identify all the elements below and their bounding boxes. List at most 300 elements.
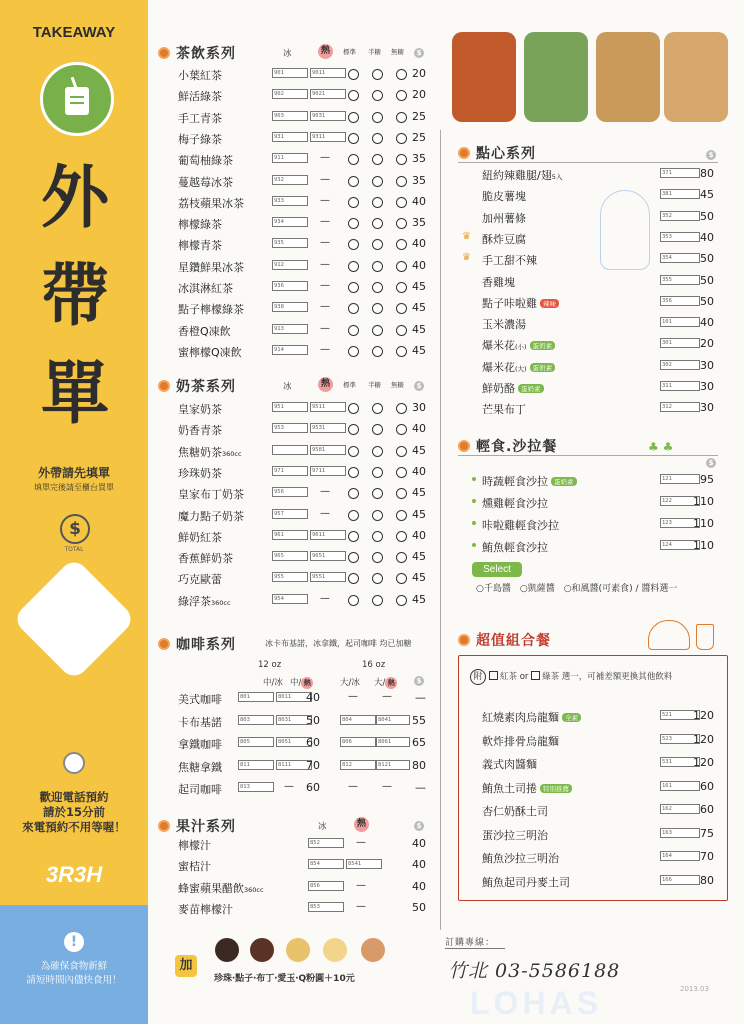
ice-code-box[interactable]: 913	[272, 324, 308, 334]
order-code-box[interactable]: 166	[660, 875, 700, 885]
large-ice-code-box[interactable]: 812	[340, 760, 376, 770]
section-bullet-icon	[458, 440, 470, 452]
pearl-topping-icon	[215, 938, 239, 962]
ice-code-box[interactable]: 932	[272, 175, 308, 185]
ice-code-box[interactable]: 954	[272, 594, 308, 604]
item-name-text: 軟炸排骨烏龍麵	[482, 734, 559, 748]
sandwich-photo	[596, 32, 660, 122]
menu-item-row	[458, 800, 720, 819]
order-code-box[interactable]: 123	[660, 518, 700, 528]
sugar-level-option[interactable]	[372, 282, 383, 293]
item-name	[178, 508, 244, 524]
included-badge: 附	[470, 669, 486, 685]
menu-item-row	[458, 536, 720, 555]
banner-subtitle-small: 填單完後請至櫃台買單	[34, 483, 114, 492]
ice-code-box[interactable]: 903	[272, 111, 308, 121]
hot-badge: 熱	[301, 677, 313, 689]
item-name-text: 檸檬綠茶	[178, 218, 222, 232]
item-price: 35	[412, 173, 426, 187]
menu-item-row	[160, 149, 430, 168]
order-code-box[interactable]: 356	[660, 296, 700, 306]
item-name	[482, 473, 577, 489]
salad-title: 輕食.沙拉餐	[476, 439, 558, 455]
item-price: 40	[412, 194, 426, 208]
order-code-box[interactable]: 302	[660, 360, 700, 370]
sugar-level-option[interactable]	[372, 595, 383, 606]
green-bullet-icon	[472, 477, 476, 481]
item-name-text: 芒果布丁	[482, 403, 526, 417]
large-price: 55	[412, 713, 426, 727]
sugar-level-option[interactable]	[348, 531, 359, 542]
call-note-line: 請於15分前	[42, 805, 105, 819]
item-name	[482, 495, 548, 511]
green-bullet-icon	[472, 543, 476, 547]
ice-code-box[interactable]: 957	[272, 509, 308, 519]
hot-badge: 熱	[385, 677, 397, 689]
coffee-size-12oz: 12 oz	[258, 660, 282, 670]
menu-item-row	[458, 398, 720, 417]
large-ice-code-box[interactable]: 804	[340, 715, 376, 725]
item-name-text: 鮪魚沙拉三明治	[482, 852, 559, 865]
order-code-box[interactable]: 164	[660, 851, 700, 861]
menu-item-row	[458, 313, 720, 332]
item-name	[178, 880, 264, 896]
ice-code-box[interactable]: 854	[308, 859, 344, 869]
order-code-box[interactable]: 371	[660, 168, 700, 178]
sugar-level-option[interactable]	[372, 261, 383, 272]
hot-unavailable-dash: —	[356, 900, 366, 912]
item-price: 95	[700, 473, 714, 486]
hot-code-box[interactable]: 9531	[310, 423, 346, 433]
item-name-text: 蜜檸檬Q凍飲	[178, 345, 242, 359]
item-name-text: 珍珠奶茶	[178, 466, 222, 480]
col-ice: 冰	[283, 382, 292, 392]
menu-item-row	[160, 128, 430, 147]
milktea-section-header	[158, 376, 236, 396]
menu-item-row	[160, 256, 430, 275]
hot-code-box[interactable]: 9511	[310, 402, 346, 412]
item-tag-badge: 蛋奶素	[551, 477, 577, 486]
ice-code-box[interactable]: 971	[272, 466, 308, 476]
item-name	[482, 780, 572, 796]
hot-unavailable-dash: —	[356, 879, 366, 891]
menu-item-row	[458, 706, 720, 725]
ice-code-box[interactable]: 933	[272, 196, 308, 206]
sugar-level-option[interactable]	[348, 488, 359, 499]
hot-code-box[interactable]: 9011	[310, 68, 346, 78]
item-price: 20	[700, 337, 714, 351]
order-code-box[interactable]: 124	[660, 540, 700, 550]
item-name-text: 手工青茶	[178, 111, 222, 125]
item-name-text: 手工甜不辣	[482, 254, 537, 268]
hot-unavailable-dash: —	[320, 507, 330, 519]
price-coin-icon: $	[414, 48, 424, 58]
col-standard: 標準	[343, 381, 356, 389]
item-price: 40	[700, 316, 714, 330]
item-name	[178, 110, 222, 126]
item-price: 45	[412, 443, 426, 457]
menu-item-row	[160, 483, 430, 502]
col-medium-label: 中/	[290, 678, 302, 688]
burger-decoration-icon	[648, 620, 690, 650]
order-code-box[interactable]: 121	[660, 474, 700, 484]
sugar-level-option[interactable]	[372, 325, 383, 336]
ice-code-box[interactable]: 912	[272, 260, 308, 270]
sugar-level-option[interactable]	[348, 424, 359, 435]
item-name	[482, 827, 548, 843]
hot-code-box[interactable]: 9611	[310, 530, 346, 540]
sugar-level-option[interactable]	[372, 176, 383, 187]
medium-hot-code-box[interactable]: 8111	[276, 760, 312, 770]
order-code-box[interactable]: 381	[660, 189, 700, 199]
sugar-level-option[interactable]	[348, 154, 359, 165]
order-code-box[interactable]: 122	[660, 496, 700, 506]
menu-item-row	[160, 320, 430, 339]
menu-item-row	[458, 356, 720, 375]
large-ice-code-box[interactable]: 806	[340, 737, 376, 747]
large-hot-code-box[interactable]: 8041	[376, 715, 410, 725]
ice-code-box[interactable]: 931	[272, 132, 308, 142]
hot-code-box[interactable]: 9551	[310, 572, 346, 582]
item-price: 120	[693, 709, 714, 722]
menu-item-row	[160, 64, 430, 83]
order-code-box[interactable]: 531	[660, 757, 700, 767]
hot-badge: 熱	[318, 377, 333, 392]
sugar-level-option[interactable]	[348, 510, 359, 521]
item-name-text: 小葉紅茶	[178, 69, 222, 82]
item-name	[178, 195, 244, 211]
hot-code-box[interactable]: 9581	[310, 445, 346, 455]
sugar-level-option[interactable]	[348, 403, 359, 414]
sugar-level-option[interactable]	[348, 346, 359, 357]
item-name-text: 紐約辣雞腿/翅	[482, 169, 552, 182]
col-hot	[318, 44, 333, 59]
order-code-box[interactable]: 161	[660, 781, 700, 791]
medium-hot-code-box[interactable]: 8031	[276, 715, 312, 725]
sugar-level-option[interactable]	[372, 112, 383, 123]
sugar-level-option[interactable]	[348, 325, 359, 336]
sugar-level-option[interactable]	[372, 510, 383, 521]
ice-code-box[interactable]: 953	[272, 423, 308, 433]
green-tea-checkbox[interactable]	[531, 671, 540, 680]
item-name	[482, 401, 526, 417]
order-code-box[interactable]: 301	[660, 338, 700, 348]
section-rule	[458, 455, 718, 456]
item-name	[482, 874, 570, 890]
sugar-level-option[interactable]	[348, 282, 359, 293]
item-name-text: 蜂蜜蘋果醋飲	[178, 881, 244, 895]
item-name-text: 冰淇淋紅茶	[178, 282, 233, 295]
menu-item-row	[160, 688, 430, 707]
ice-code-box[interactable]: 961	[272, 530, 308, 540]
sugar-level-option[interactable]	[348, 176, 359, 187]
ice-code-box[interactable]: 965	[272, 551, 308, 561]
brand-watermark: LOHAS	[470, 985, 602, 1021]
item-name-text: 葡萄柚綠茶	[178, 154, 233, 168]
ice-code-box[interactable]: 951	[272, 402, 308, 412]
item-name	[482, 231, 526, 247]
sugar-level-option[interactable]	[372, 69, 383, 80]
banner-subtitle: 外帶請先填單	[37, 466, 110, 480]
item-name	[178, 858, 211, 874]
cup-decoration-icon	[696, 624, 714, 650]
col-half-sugar: 半糖	[368, 381, 381, 389]
sugar-level-option[interactable]	[372, 303, 383, 314]
ice-code-box[interactable]: 852	[308, 838, 344, 848]
order-code-box[interactable]: 353	[660, 232, 700, 242]
col-medium-ice: 中/冰	[263, 678, 283, 688]
item-name	[482, 709, 581, 725]
medium-hot-code-box[interactable]: 8011	[276, 692, 312, 702]
medium-price: 60	[306, 736, 320, 749]
menu-item-row	[458, 871, 720, 890]
black-tea-checkbox[interactable]	[489, 671, 498, 680]
order-hotline-label: 訂購專線：	[445, 938, 496, 948]
item-name	[482, 252, 537, 268]
item-price: 45	[412, 550, 426, 564]
order-code-box[interactable]: 312	[660, 402, 700, 412]
item-name	[482, 539, 548, 555]
item-price: 50	[700, 252, 714, 266]
item-size-note: (大)	[515, 364, 527, 373]
sugar-level-option[interactable]	[348, 197, 359, 208]
menu-item-row	[160, 711, 430, 730]
item-price: 45	[412, 301, 426, 315]
ice-code-box[interactable]: 936	[272, 281, 308, 291]
item-price: 35	[412, 152, 426, 166]
large-price: 65	[412, 736, 426, 749]
item-size-note: 360cc	[211, 598, 231, 607]
order-code-box[interactable]: 354	[660, 253, 700, 263]
medium-price: 60	[306, 781, 320, 794]
medium-ice-code-box[interactable]: 811	[238, 760, 274, 770]
item-price: 20	[412, 67, 426, 80]
col-hot	[318, 377, 333, 392]
medium-ice-code-box[interactable]: 801	[238, 692, 274, 702]
menu-item-row	[160, 298, 430, 317]
order-code-box[interactable]: 101	[660, 317, 700, 327]
order-code-box[interactable]: 311	[660, 381, 700, 391]
hot-code-box[interactable]: 9311	[310, 132, 346, 142]
medium-price: 70	[306, 758, 320, 772]
item-name-text: 蔓越莓冰茶	[178, 175, 233, 189]
item-name	[482, 517, 559, 533]
item-price: 75	[700, 826, 714, 840]
menu-item-row	[458, 514, 720, 533]
sugar-level-option[interactable]	[348, 133, 359, 144]
crown-icon: ♛	[462, 252, 471, 264]
menu-item-row	[160, 398, 430, 417]
sugar-level-option[interactable]	[372, 552, 383, 563]
item-name	[178, 401, 222, 417]
item-name-text: 鮪魚輕食沙拉	[482, 541, 548, 554]
combo-note-a: 紅茶 or	[500, 672, 529, 682]
ice-code-box[interactable]: 914	[272, 345, 308, 355]
item-name	[178, 216, 222, 232]
item-name	[178, 422, 222, 438]
hot-unavailable-dash: —	[320, 173, 330, 185]
sugar-level-option[interactable]	[348, 261, 359, 272]
title-char: 單	[40, 355, 109, 434]
sugar-level-option[interactable]	[372, 573, 383, 584]
ice-code-box[interactable]: 853	[308, 902, 344, 912]
item-name	[482, 733, 559, 749]
sugar-level-option[interactable]	[372, 531, 383, 542]
menu-item-row	[458, 377, 720, 396]
item-name	[482, 167, 562, 183]
salad-photo	[524, 32, 588, 122]
item-price: 25	[412, 130, 426, 144]
aiyu-topping-icon	[323, 938, 347, 962]
sugar-level-option[interactable]	[348, 112, 359, 123]
sugar-level-option[interactable]	[372, 133, 383, 144]
unavailable-dash: —	[348, 781, 358, 792]
hot-code-box[interactable]: 9021	[310, 89, 346, 99]
order-code-box[interactable]: 352	[660, 211, 700, 221]
sugar-level-option[interactable]	[372, 488, 383, 499]
ice-code-box[interactable]: 911	[272, 153, 308, 163]
item-price: 45	[412, 592, 426, 606]
order-code-box[interactable]: 521	[660, 710, 700, 720]
sugar-level-option[interactable]	[372, 346, 383, 357]
ice-code-box[interactable]: 856	[308, 881, 344, 891]
medium-hot-code-box[interactable]: 8051	[276, 737, 312, 747]
medium-ice-code-box[interactable]: 805	[238, 737, 274, 747]
hot-code-box[interactable]: 9651	[310, 551, 346, 561]
sugar-level-option[interactable]	[372, 90, 383, 101]
hot-code-box[interactable]: 9711	[310, 466, 346, 476]
medium-price: 40	[306, 691, 320, 704]
item-name	[482, 210, 526, 226]
menu-item-row	[458, 271, 720, 290]
banner-title	[20, 150, 130, 444]
fried-chicken-photo	[452, 32, 516, 122]
item-name-text: 酥炸豆腐	[482, 232, 526, 246]
ice-code-box[interactable]	[272, 445, 308, 455]
item-tag-badge: 特別推薦	[540, 784, 572, 793]
item-price: 40	[412, 837, 426, 850]
medium-ice-code-box[interactable]: 803	[238, 715, 274, 725]
sugar-level-option[interactable]	[372, 154, 383, 165]
item-name	[178, 465, 222, 481]
sugar-level-option[interactable]	[372, 197, 383, 208]
item-name	[178, 444, 242, 460]
item-name-text: 巧克歐蕾	[178, 573, 222, 587]
ice-code-box[interactable]: 901	[272, 68, 308, 78]
sugar-level-option[interactable]	[372, 446, 383, 457]
order-code-box[interactable]: 355	[660, 275, 700, 285]
order-underline	[445, 948, 505, 949]
sugar-level-option[interactable]	[348, 552, 359, 563]
large-hot-code-box[interactable]: 8061	[376, 737, 410, 747]
item-price: 110	[693, 517, 714, 530]
item-name-text: 麥苗檸檬汁	[178, 902, 233, 916]
item-name	[178, 550, 233, 566]
section-bullet-icon	[158, 638, 170, 650]
menu-item-row	[160, 778, 430, 797]
ice-code-box[interactable]: 938	[272, 302, 308, 312]
menu-item-row	[458, 207, 720, 226]
sugar-level-option[interactable]	[348, 218, 359, 229]
sugar-level-option[interactable]	[372, 467, 383, 478]
ice-code-box[interactable]: 934	[272, 217, 308, 227]
order-code-box[interactable]: 162	[660, 804, 700, 814]
item-size-note: 5入	[551, 173, 563, 181]
unavailable-dash: —	[348, 691, 358, 702]
hot-badge: 熱	[318, 44, 333, 59]
menu-item-row	[160, 419, 430, 438]
hot-code-box[interactable]: 8541	[346, 859, 382, 869]
menu-item-row	[160, 733, 430, 752]
item-price: 70	[700, 850, 714, 863]
combo-title: 超值組合餐	[476, 633, 551, 649]
item-name	[482, 316, 526, 332]
item-name-text: 星鑽鮮果冰茶	[178, 260, 244, 274]
sugar-level-option[interactable]	[348, 573, 359, 584]
section-bullet-icon	[158, 47, 170, 59]
medium-ice-code-box[interactable]: 813	[238, 782, 274, 792]
item-price: 40	[412, 237, 426, 251]
section-bullet-icon	[458, 147, 470, 159]
item-price: 40	[700, 230, 714, 244]
addon-label: 加	[175, 955, 197, 977]
item-price: 50	[700, 209, 714, 223]
menu-item-row	[160, 192, 430, 211]
item-name-text: 皇家奶茶	[178, 403, 222, 416]
item-name-text: 鮮奶酪	[482, 382, 515, 395]
item-name	[178, 174, 233, 190]
item-name-text: 綠浮茶	[178, 594, 211, 608]
item-name-text: 點子咔啦雞	[482, 296, 537, 310]
item-name	[178, 571, 222, 587]
ice-code-box[interactable]: 902	[272, 89, 308, 99]
sugar-level-option[interactable]	[348, 239, 359, 250]
item-name	[178, 901, 233, 917]
sugar-level-option[interactable]	[372, 424, 383, 435]
sugar-level-option[interactable]	[348, 69, 359, 80]
menu-item-row	[458, 228, 720, 247]
large-hot-code-box[interactable]: 8121	[376, 760, 410, 770]
item-name	[178, 344, 242, 360]
sugar-level-option[interactable]	[348, 467, 359, 478]
item-name	[178, 88, 222, 104]
sugar-level-option[interactable]	[348, 303, 359, 314]
item-name-text: 檸檬青茶	[178, 239, 222, 253]
hot-code-box[interactable]: 9031	[310, 111, 346, 121]
item-name	[482, 380, 544, 396]
sugar-level-option[interactable]	[348, 446, 359, 457]
sugar-level-option[interactable]	[372, 239, 383, 250]
large-price: —	[415, 781, 426, 794]
item-name	[178, 259, 244, 275]
ice-code-box[interactable]: 956	[272, 487, 308, 497]
item-name-text: 奶香青茶	[178, 424, 222, 438]
item-price: 110	[693, 495, 714, 508]
ice-code-box[interactable]: 935	[272, 238, 308, 248]
order-code-box[interactable]: 163	[660, 828, 700, 838]
dressing-options[interactable]: ○千島醬 ○凱薩醬 ○和風醬(可素食) / 醬料選一	[476, 584, 678, 594]
order-code-box[interactable]: 523	[660, 734, 700, 744]
item-name	[482, 274, 515, 290]
sugar-level-option[interactable]	[372, 218, 383, 229]
sugar-level-option[interactable]	[372, 403, 383, 414]
item-name-text: 點子檸檬綠茶	[178, 303, 244, 317]
ice-code-box[interactable]: 955	[272, 572, 308, 582]
item-tag-badge: 蛋奶素	[530, 341, 556, 350]
menu-item-row	[458, 292, 720, 311]
sugar-level-option[interactable]	[348, 90, 359, 101]
sugar-level-option[interactable]	[348, 595, 359, 606]
